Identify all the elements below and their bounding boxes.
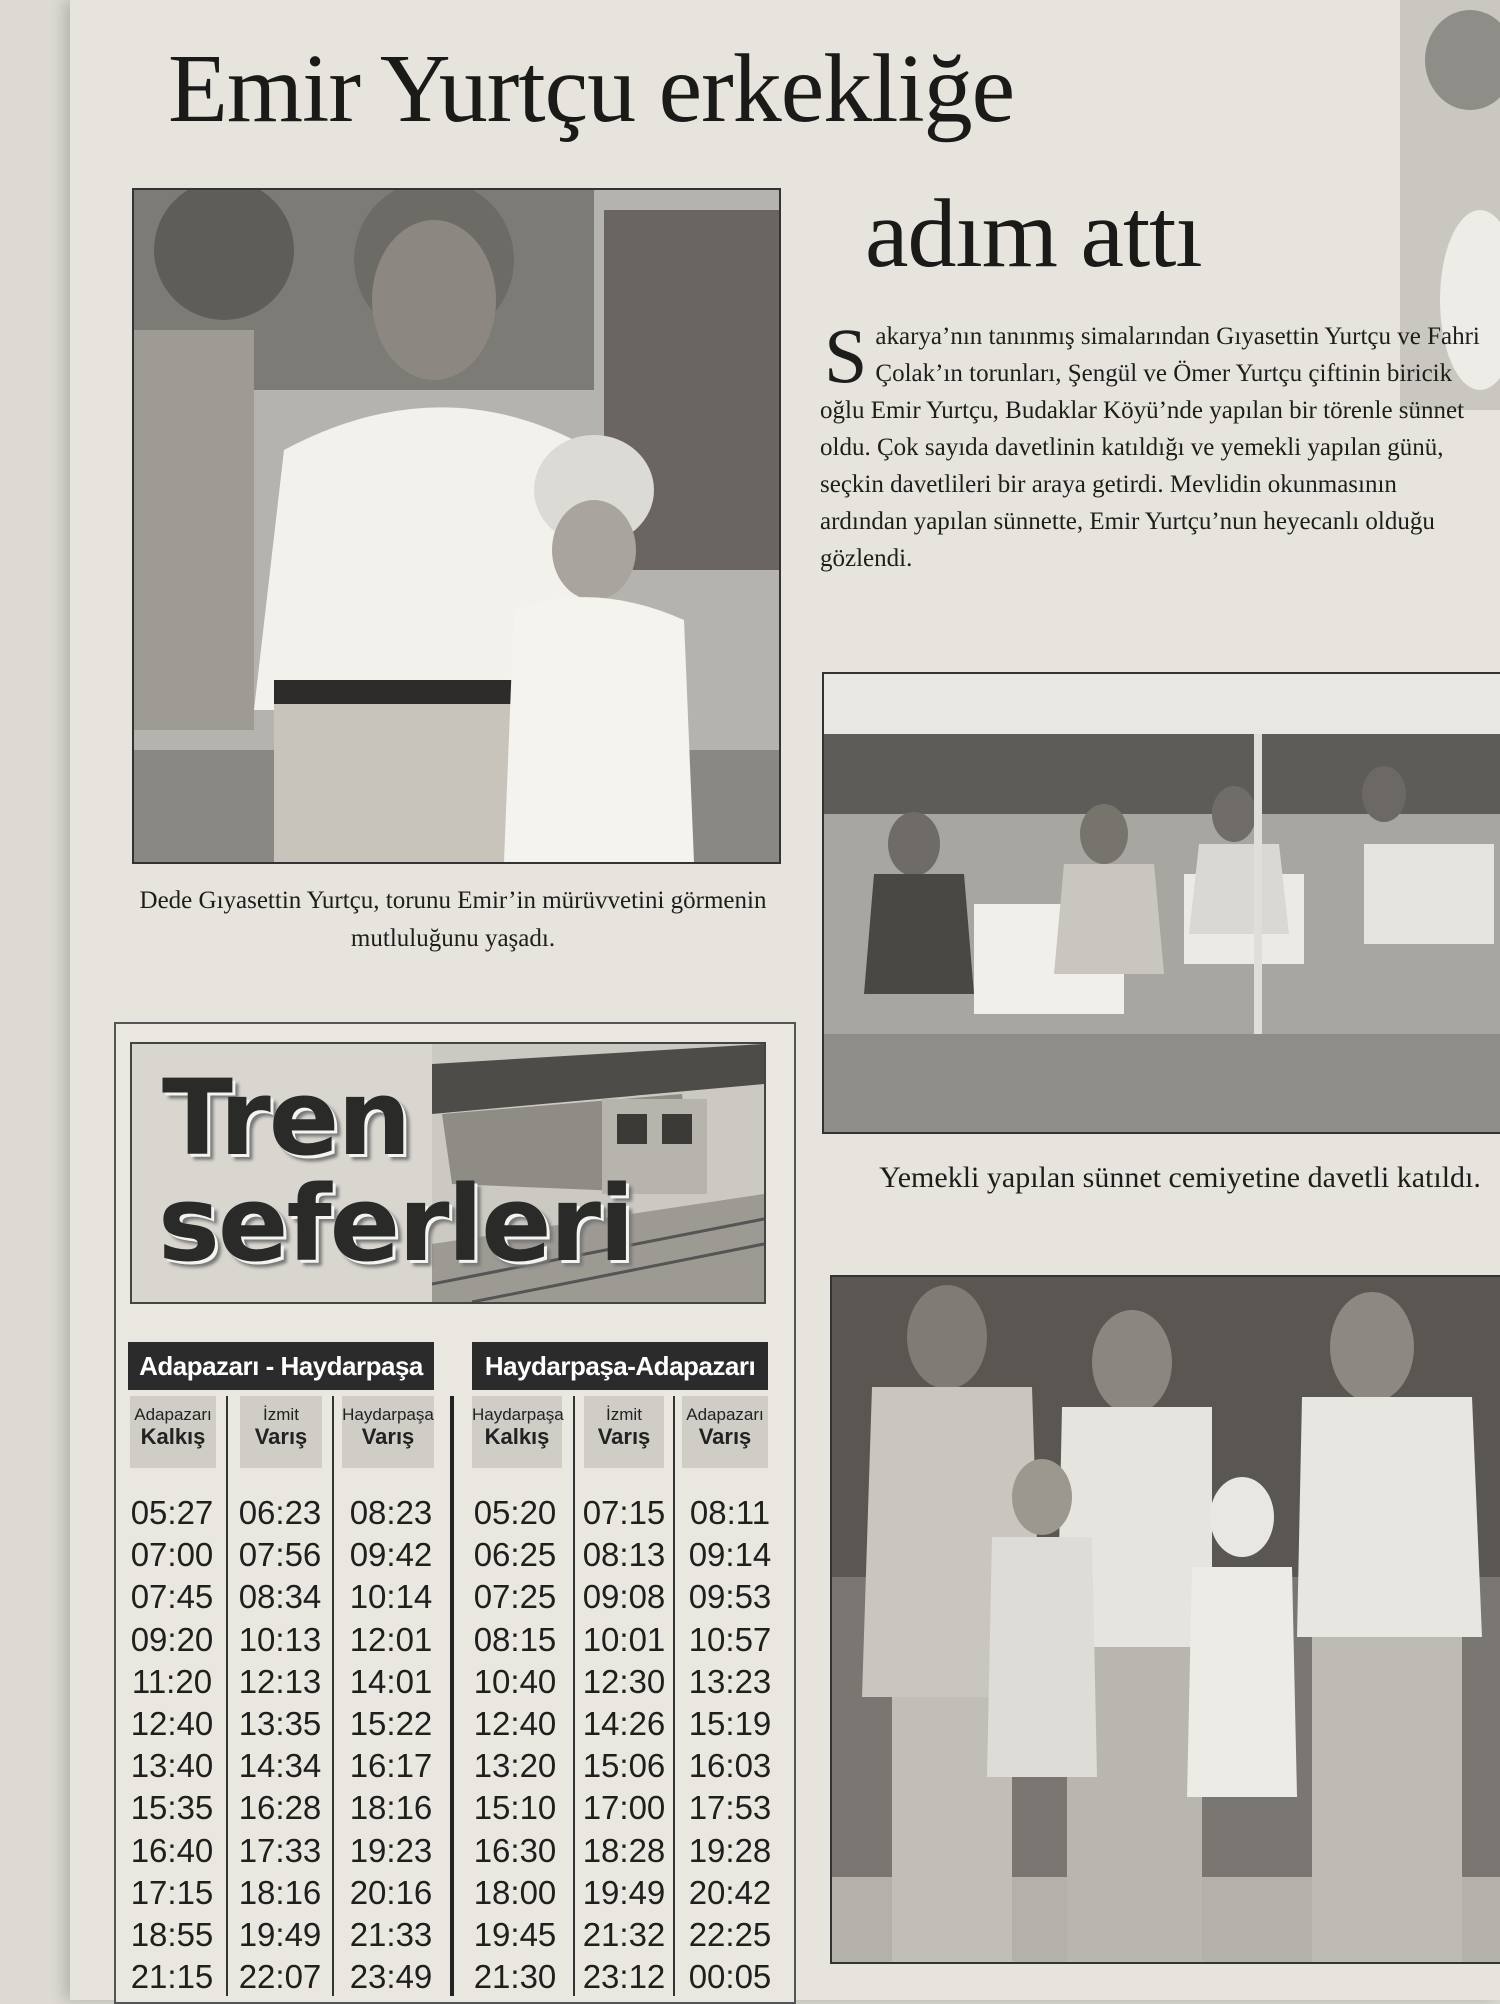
departure-time: 21:32 xyxy=(582,1916,666,1954)
departure-time: 08:15 xyxy=(473,1620,557,1658)
departure-time: 18:55 xyxy=(130,1916,214,1954)
train-schedule-box xyxy=(114,1022,796,2004)
departure-time: 09:42 xyxy=(349,1536,433,1574)
departure-time: 05:27 xyxy=(130,1494,214,1531)
departure-time: 10:40 xyxy=(473,1662,557,1700)
departure-time: 15:19 xyxy=(688,1705,772,1743)
article-dropcap: S xyxy=(824,312,868,399)
departure-time: 18:16 xyxy=(238,1873,322,1911)
departure-time: 16:03 xyxy=(688,1747,772,1785)
column-header: Haydarpaşa Varış xyxy=(342,1396,434,1468)
departure-time: 22:07 xyxy=(238,1958,322,1996)
departure-time: 09:08 xyxy=(582,1578,666,1616)
times-column xyxy=(460,1492,570,1998)
departure-time: 23:12 xyxy=(582,1958,666,1996)
departure-time: 13:23 xyxy=(688,1662,772,1700)
departure-time: 17:00 xyxy=(582,1789,666,1827)
departure-time: 21:30 xyxy=(473,1958,557,1996)
departure-time: 08:11 xyxy=(689,1494,771,1531)
departure-time: 07:56 xyxy=(238,1536,322,1574)
departure-time: 05:20 xyxy=(473,1494,557,1531)
departure-time: 10:13 xyxy=(238,1620,322,1658)
times-column xyxy=(336,1492,446,1998)
grandfather-grandson-photo xyxy=(132,188,781,864)
departure-time: 16:40 xyxy=(130,1831,214,1869)
departure-time: 22:25 xyxy=(688,1916,772,1954)
departure-time: 12:40 xyxy=(473,1705,557,1743)
banner-title-seferleri: seferleri xyxy=(158,1163,633,1285)
departure-time: 14:34 xyxy=(238,1747,322,1785)
departure-time: 19:45 xyxy=(473,1916,557,1954)
departure-time: 21:33 xyxy=(349,1916,433,1954)
column-divider xyxy=(673,1396,675,1996)
column-header: Adapazarı Varış xyxy=(682,1396,768,1468)
headline-line-2: adım attı xyxy=(865,180,1202,288)
headline-line-1: Emir Yurtçu erkekliğe xyxy=(168,35,1015,143)
departure-time: 16:30 xyxy=(473,1831,557,1869)
column-header: Haydarpaşa Kalkış xyxy=(472,1396,562,1468)
departure-time: 07:15 xyxy=(582,1494,666,1531)
departure-time: 20:42 xyxy=(688,1873,772,1911)
departure-time: 13:40 xyxy=(130,1747,214,1785)
departure-time: 09:20 xyxy=(130,1620,214,1658)
route-divider xyxy=(450,1396,454,1996)
departure-time: 16:17 xyxy=(349,1747,433,1785)
column-divider xyxy=(332,1396,334,1996)
departure-time: 09:14 xyxy=(688,1536,772,1574)
column-header: İzmit Varış xyxy=(240,1396,322,1468)
article-body xyxy=(820,312,1480,577)
times-column xyxy=(576,1492,672,1998)
departure-time: 15:10 xyxy=(473,1789,557,1827)
departure-time: 07:45 xyxy=(130,1578,214,1616)
departure-time: 15:22 xyxy=(349,1705,433,1743)
departure-time: 13:20 xyxy=(473,1747,557,1785)
departure-time: 09:53 xyxy=(688,1578,772,1616)
times-column xyxy=(678,1492,782,1998)
departure-time: 10:14 xyxy=(349,1578,433,1616)
departure-time: 10:57 xyxy=(688,1620,772,1658)
departure-time: 13:35 xyxy=(238,1705,322,1743)
route-header-haydarpasa-adapazari: Haydarpaşa-Adapazarı xyxy=(472,1342,768,1390)
grandfather-photo-caption: Dede Gıyasettin Yurtçu, torunu Emir’in mürüvvetini görmenin mutluluğunu yaşadı. xyxy=(139,887,767,952)
departure-time: 23:49 xyxy=(349,1958,433,1996)
departure-time: 19:49 xyxy=(238,1916,322,1954)
departure-time: 07:00 xyxy=(130,1536,214,1574)
guests-dinner-photo xyxy=(822,672,1500,1134)
departure-time: 19:23 xyxy=(349,1831,433,1869)
departure-time: 14:26 xyxy=(582,1705,666,1743)
family-group-photo xyxy=(830,1275,1500,1964)
route-header-adapazari-haydarpasa: Adapazarı - Haydarpaşa xyxy=(128,1342,434,1390)
train-banner xyxy=(130,1042,766,1304)
banner-title-tren: Tren xyxy=(162,1057,410,1179)
column-header: İzmit Varış xyxy=(584,1396,664,1468)
column-header: Adapazarı Kalkış xyxy=(130,1396,216,1468)
article-text: akarya’nın tanınmış simalarından Gıyasettin Yurtçu ve Fahri Çolak’ın torunları, Şengül ve Ömer Yurtçu çiftinin biricik oğlu Emir Yurtçu, Budaklar Köyü’nde yapılan bir törenle sünnet oldu. Çok sayıda davetlinin katıldığı ve yemekli yapılan günü, seçkin davetlileri bir araya getirdi. Mevlidin okunmasının ardından yapılan sünnette, Emir Yurtçu’nun heyecanlı olduğu gözlendi. xyxy=(820,323,1480,572)
departure-time: 19:49 xyxy=(582,1873,666,1911)
departure-time: 16:28 xyxy=(238,1789,322,1827)
departure-time: 12:13 xyxy=(238,1662,322,1700)
departure-time: 17:53 xyxy=(688,1789,772,1827)
guests-photo-caption: Yemekli yapılan sünnet cemiyetine davetli katıldı. xyxy=(879,1161,1481,1194)
departure-time: 11:20 xyxy=(131,1662,213,1700)
departure-time: 00:05 xyxy=(688,1958,772,1996)
departure-time: 21:15 xyxy=(130,1958,214,1996)
departure-time: 18:00 xyxy=(473,1873,557,1911)
departure-time: 18:16 xyxy=(349,1789,433,1827)
departure-time: 07:25 xyxy=(473,1578,557,1616)
departure-time: 14:01 xyxy=(349,1662,433,1700)
departure-time: 12:01 xyxy=(349,1620,433,1658)
departure-time: 10:01 xyxy=(582,1620,666,1658)
times-column xyxy=(120,1492,224,1998)
departure-time: 19:28 xyxy=(688,1831,772,1869)
departure-time: 17:15 xyxy=(130,1873,214,1911)
departure-time: 18:28 xyxy=(582,1831,666,1869)
departure-time: 06:23 xyxy=(238,1494,322,1531)
departure-time: 15:35 xyxy=(130,1789,214,1827)
departure-time: 06:25 xyxy=(473,1536,557,1574)
column-divider xyxy=(226,1396,228,1996)
times-column xyxy=(230,1492,330,1998)
departure-time: 08:23 xyxy=(349,1494,433,1531)
departure-time: 12:40 xyxy=(130,1705,214,1743)
column-divider xyxy=(573,1396,575,1996)
departure-time: 20:16 xyxy=(349,1873,433,1911)
departure-time: 15:06 xyxy=(582,1747,666,1785)
departure-time: 17:33 xyxy=(238,1831,322,1869)
departure-time: 08:34 xyxy=(238,1578,322,1616)
departure-time: 08:13 xyxy=(582,1536,666,1574)
departure-time: 12:30 xyxy=(582,1662,666,1700)
